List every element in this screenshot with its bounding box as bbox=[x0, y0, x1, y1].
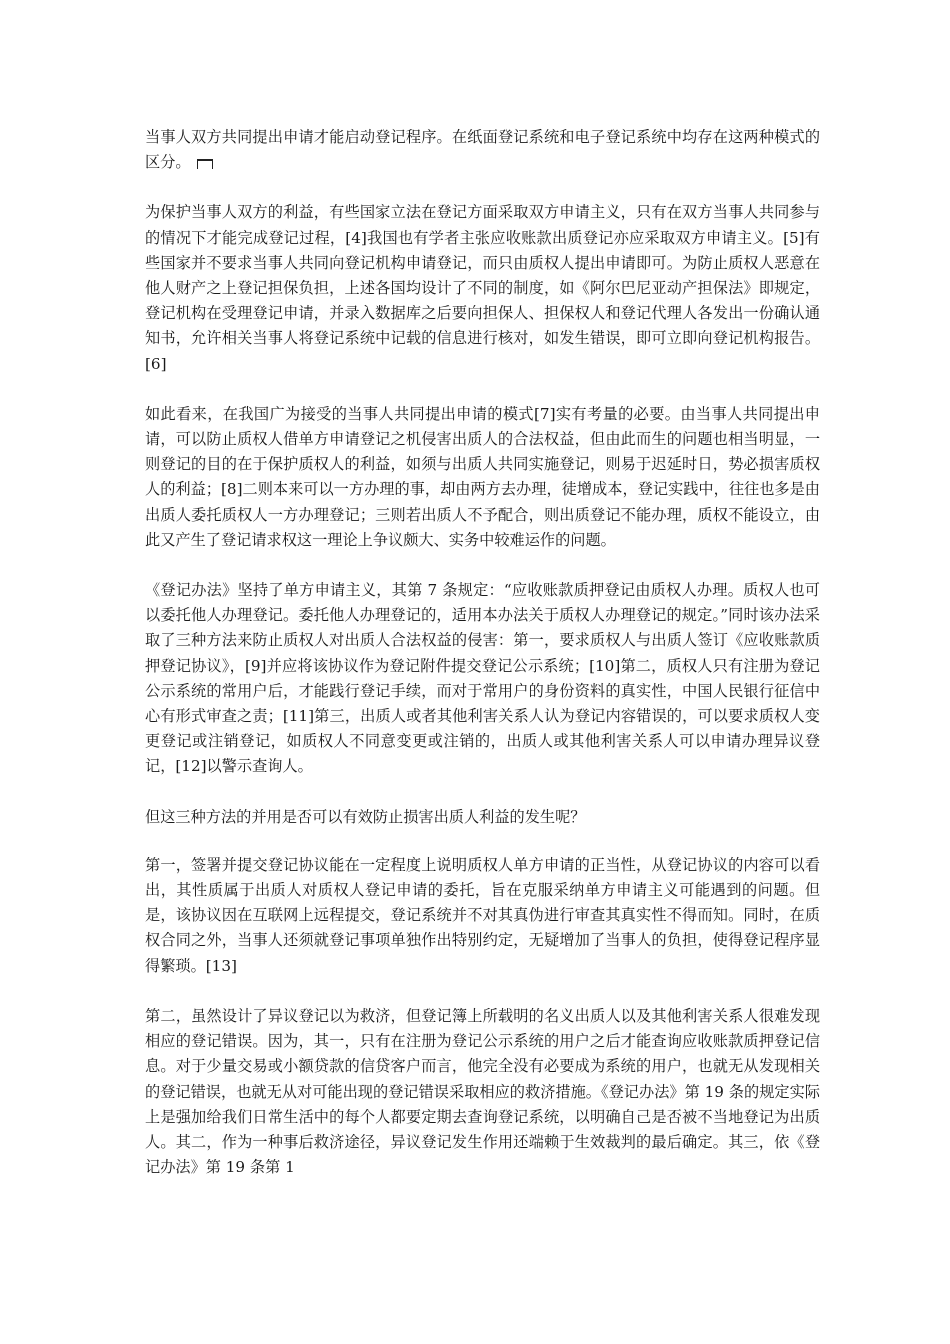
paragraph-5: 但这三种方法的并用是否可以有效防止损害出质人利益的发生呢？ bbox=[145, 807, 586, 826]
paragraph-4: 《登记办法》坚持了单方申请主义，其第 7 条规定：“应收账款质押登记由质权人办理。质权人也可以委托他人办理登记。委托他人办理登记的，适用本办法关于质权人办理登记的规定。”同时该办法采取了三种方法来防止质权人对出质人合法权益的侵害：第一，要求质权人与出质人签订《应收账款质押登记协议》，[9]并应将该协议作为登记附件提交登记公示系统；[10]第二，质权人只有注册为登记公示系统的常用户后，才能践行登记手续，而对于常用户的身份资料的真实性，中国人民银行征信中心有形式审查之责；[11]第三，出质人或者其他利害关系人认为登记内容错误的，可以要求质权人变更登记或注销登记，如质权人不同意变更或注销的，出质人或其他利害关系人可以申请办理异议登记，[12]以警示查询人。 bbox=[145, 581, 820, 776]
paragraph-2: 为保护当事人双方的利益，有些国家立法在登记方面采取双方申请主义，只有在双方当事人共同参与的情况下才能完成登记过程，[4]我国也有学者主张应收账款出质登记亦应采取双方申请主义。[5]有些国家并不要求当事人共同向登记机构申请登记，而只由质权人提出申请即可。为防止质权人恶意在他人财产之上登记担保负担，上述各国均设计了不同的制度，如《阿尔巴尼亚动产担保法》即规定，登记机构在受理登记申请，并录入数据库之后要向担保人、担保权人和登记代理人各发出一份确认通知书，允许相关当事人将登记系统中记载的信息进行核对，如发生错误，即可立即向登记机构报告。[6] bbox=[145, 203, 820, 373]
paragraph-1 bbox=[145, 125, 820, 175]
bracket-mark-icon bbox=[197, 159, 213, 169]
paragraph-1-text: 当事人双方共同提出申请才能启动登记程序。在纸面登记系统和电子登记系统中均存在这两种模式的区分。 bbox=[145, 128, 820, 172]
paragraph-3: 如此看来，在我国广为接受的当事人共同提出申请的模式[7]实有考量的必要。由当事人共同提出申请，可以防止质权人借单方申请登记之机侵害出质人的合法权益，但由此而生的问题也相当明显，一则登记的目的在于保护质权人的利益，如须与出质人共同实施登记，则易于迟延时日，势必损害质权人的利益；[8]二则本来可以一方办理的事，却由两方去办理，徒增成本，登记实践中，往往也多是由出质人委托质权人一方办理登记；三则若出质人不予配合，则出质登记不能办理，质权不能设立，由此又产生了登记请求权这一理论上争议颇大、实务中较难运作的问题。 bbox=[145, 404, 820, 549]
paragraph-6: 第一，签署并提交登记协议能在一定程度上说明质权人单方申请的正当性，从登记协议的内容可以看出，其性质属于出质人对质权人登记申请的委托，旨在克服采纳单方申请主义可能遇到的问题。但是，该协议因在互联网上远程提交，登记系统并不对其真伪进行审查其真实性不得而知。同时，在质权合同之外，当事人还须就登记事项单独作出特别约定，无疑增加了当事人的负担，使得登记程序显得繁琐。[13] bbox=[145, 855, 820, 975]
paragraph-7: 第二，虽然设计了异议登记以为救济，但登记簿上所载明的名义出质人以及其他利害关系人很难发现相应的登记错误。因为，其一，只有在注册为登记公示系统的用户之后才能查询应收账款质押登记信息。对于少量交易或小额贷款的信贷客户而言，他完全没有必要成为系统的用户，也就无从发现相关的登记错误，也就无从对可能出现的登记错误采取相应的救济措施。《登记办法》第 19 条的规定实际上是强加给我们日常生活中的每个人都要定期去查询登记系统，以明确自己是否被不当地登记为出质人。其二，作为一种事后救济途径，异议登记发生作用还端赖于生效裁判的最后确定。其三，依《登记办法》第 19 条第 1 bbox=[145, 1006, 820, 1177]
document-body bbox=[145, 125, 820, 1205]
